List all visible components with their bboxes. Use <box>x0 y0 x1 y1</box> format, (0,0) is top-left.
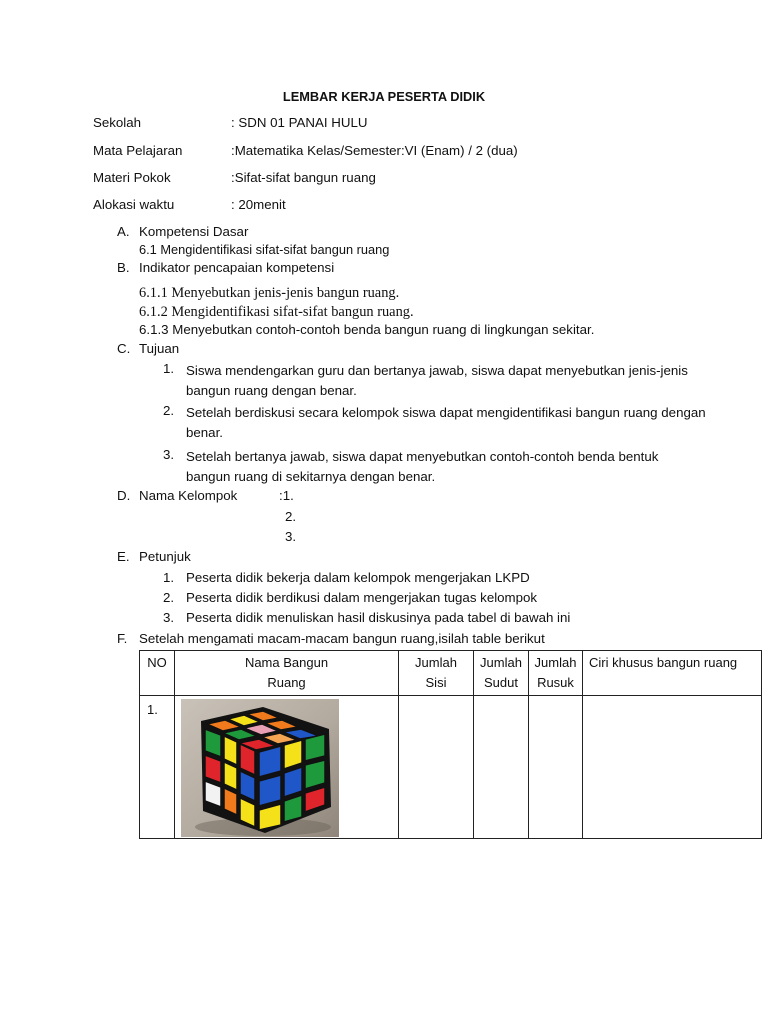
group-member-number: :1. <box>279 488 294 503</box>
info-label-materi-pokok: Materi Pokok <box>93 170 171 185</box>
section-f-marker: F. <box>117 631 128 646</box>
goal-line: Siswa mendengarkan guru dan bertanya jawab, siswa dapat menyebutkan jenis-jenis <box>186 363 688 378</box>
info-label-alokasi-waktu: Alokasi waktu <box>93 197 175 212</box>
page-title: LEMBAR KERJA PESERTA DIDIK <box>282 89 486 104</box>
goal-line: bangun ruang dengan benar. <box>186 383 357 398</box>
header-jumlah-sisi <box>399 651 474 696</box>
row-number: 1. <box>147 702 158 717</box>
group-member-number: 3. <box>285 529 297 544</box>
goal-number: 1. <box>163 361 175 376</box>
goal-number: 2. <box>163 403 175 418</box>
goal-line: Setelah berdiskusi secara kelompok siswa dapat mengidentifikasi bangun ruang dengan <box>186 405 706 420</box>
info-label-sekolah: Sekolah <box>93 115 142 130</box>
instruction-item: Peserta didik menuliskan hasil diskusinya pada tabel di bawah ini <box>186 610 571 625</box>
goal-number: 3. <box>163 447 175 462</box>
table-row <box>140 696 762 839</box>
section-e-marker: E. <box>117 549 130 564</box>
header-line: Nama Bangun <box>244 655 329 670</box>
header-nama-bangun-ruang <box>175 651 399 696</box>
cell-jumlah-sisi[interactable] <box>399 696 474 839</box>
section-b-marker: B. <box>117 260 130 275</box>
instruction-item: Peserta didik bekerja dalam kelompok mengerjakan LKPD <box>186 570 530 585</box>
instruction-number: 1. <box>163 570 175 585</box>
instruction-number: 2. <box>163 590 175 605</box>
section-c-marker: C. <box>117 341 131 356</box>
rubiks-cube-image <box>181 699 339 837</box>
header-line: Rusuk <box>537 675 574 690</box>
table-header-row <box>140 651 762 696</box>
observation-table <box>139 650 762 839</box>
group-name-label: Nama Kelompok <box>139 488 238 503</box>
cell-jumlah-rusuk[interactable] <box>529 696 583 839</box>
indicator-item: 6.1.1 Menyebutkan jenis-jenis bangun ruang. <box>139 285 400 301</box>
cell-ciri-khusus[interactable] <box>583 696 762 839</box>
goal-item <box>186 447 732 487</box>
header-line: Ruang <box>267 675 306 690</box>
header-line: Jumlah <box>480 655 522 670</box>
indicator-item: 6.1.3 Menyebutkan contoh-contoh benda bangun ruang di lingkungan sekitar. <box>139 322 595 337</box>
cell-no <box>140 696 175 839</box>
instruction-number: 3. <box>163 610 175 625</box>
header-jumlah-rusuk <box>529 651 583 696</box>
info-value-materi-pokok: :Sifat-sifat bangun ruang <box>231 170 376 185</box>
section-f-heading: Setelah mengamati macam-macam bangun ruang,isilah table berikut <box>139 631 545 646</box>
header-no <box>140 651 175 696</box>
info-value-mata-pelajaran: :Matematika Kelas/Semester:VI (Enam) / 2 (dua) <box>231 143 518 158</box>
instruction-item: Peserta didik berdikusi dalam mengerjakan tugas kelompok <box>186 590 538 605</box>
info-value-sekolah: : SDN 01 PANAI HULU <box>231 115 368 130</box>
cell-jumlah-sudut[interactable] <box>474 696 529 839</box>
group-member-number: 2. <box>285 509 297 524</box>
indicator-item: 6.1.2 Mengidentifikasi sifat-sifat bangun ruang. <box>139 304 414 320</box>
section-a-marker: A. <box>117 224 130 239</box>
goal-line: benar. <box>186 425 223 440</box>
section-a-heading: Kompetensi Dasar <box>139 224 249 239</box>
goal-item <box>186 403 732 443</box>
header-line: Jumlah <box>415 655 457 670</box>
goal-line: Setelah bertanya jawab, siswa dapat menyebutkan contoh-contoh benda bentuk <box>186 449 659 464</box>
header-line: Sisi <box>425 675 447 690</box>
info-value-alokasi-waktu: : 20menit <box>231 197 286 212</box>
header-no-label: NO <box>147 655 167 670</box>
section-b-heading: Indikator pencapaian kompetensi <box>139 260 335 275</box>
goal-line: bangun ruang di sekitarnya dengan benar. <box>186 469 436 484</box>
cell-nama-bangun-ruang[interactable] <box>175 696 399 839</box>
header-jumlah-sudut <box>474 651 529 696</box>
header-line: Jumlah <box>534 655 577 670</box>
section-d-marker: D. <box>117 488 131 503</box>
header-line: Ciri khusus bangun ruang <box>589 655 738 670</box>
section-c-heading: Tujuan <box>139 341 180 356</box>
header-ciri-khusus <box>583 651 762 696</box>
section-e-heading: Petunjuk <box>139 549 191 564</box>
info-label-mata-pelajaran: Mata Pelajaran <box>93 143 183 158</box>
section-a-text: 6.1 Mengidentifikasi sifat-sifat bangun ruang <box>139 242 390 257</box>
goal-item <box>186 361 732 401</box>
header-line: Sudut <box>484 675 518 690</box>
